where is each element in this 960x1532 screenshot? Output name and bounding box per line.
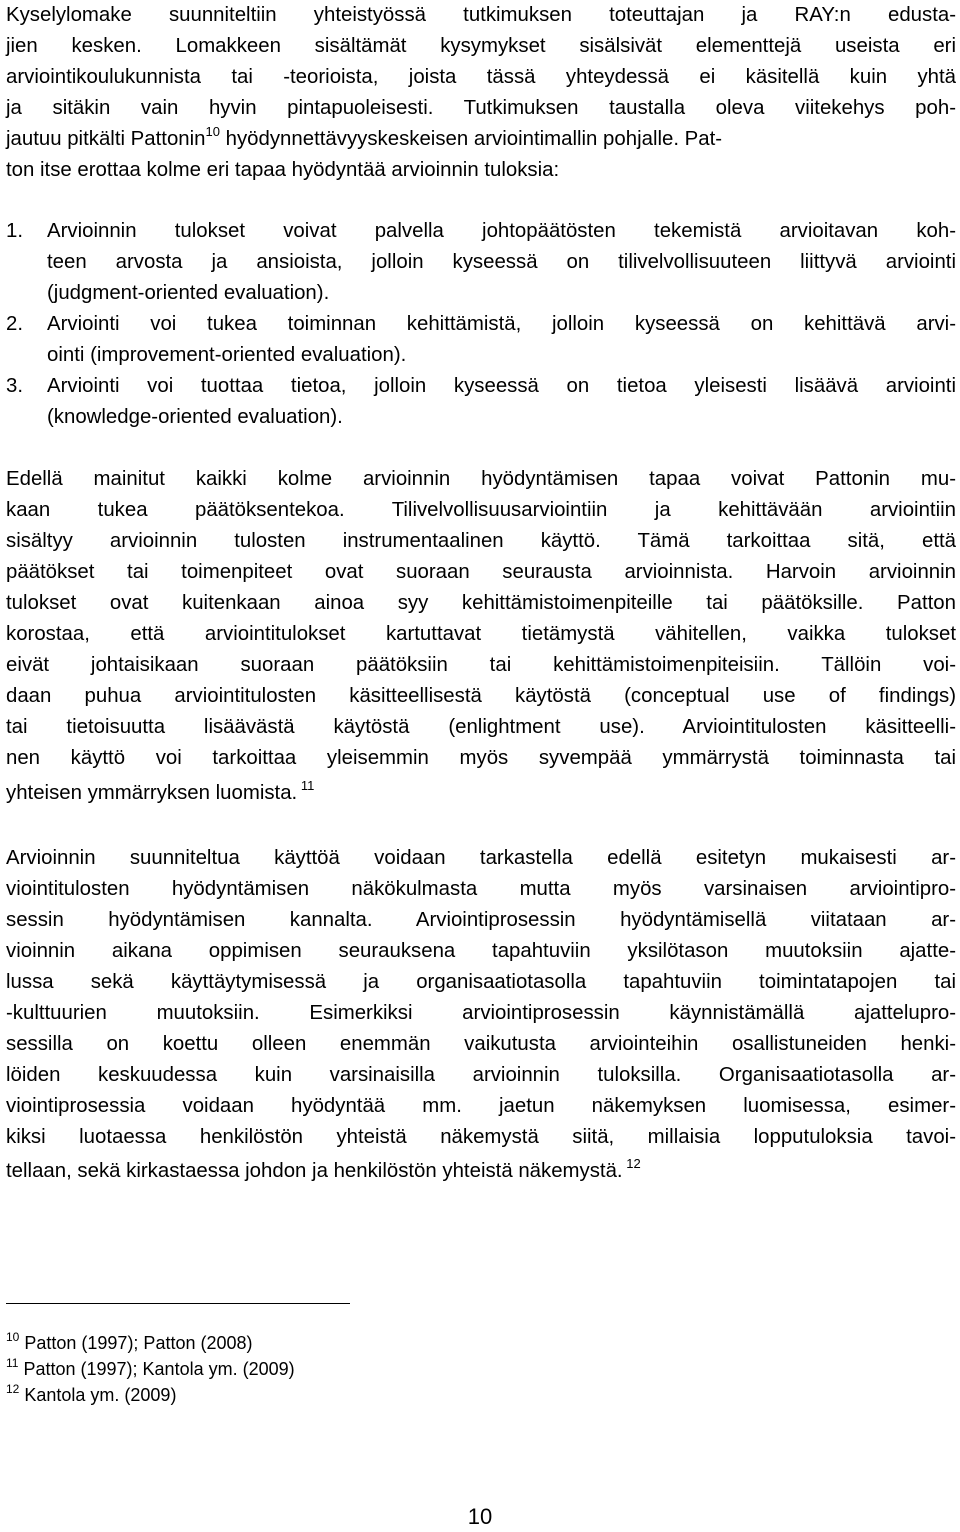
- text-line: tai tietoisuutta lisäävästä käytöstä (enlightment use). Arviointitulosten käsitteelli-: [6, 716, 956, 738]
- footnote-ref: 10: [205, 124, 220, 139]
- footnote-number: 11: [6, 1356, 19, 1370]
- text-line: eivät johtaisikaan suoraan päätöksiin tai kehittämistoimenpiteisiin. Tällöin voi-: [6, 654, 956, 676]
- text-line: kiksi luotaessa henkilöstön yhteistä näkemystä siitä, millaisia lopputuloksia tavoi-: [6, 1126, 956, 1148]
- text-line: [6, 1156, 641, 1187]
- text-line: viointitulosten hyödyntämisen näkökulmasta mutta myös varsinaisen arviointipro-: [6, 878, 956, 900]
- footnote-ref: 12: [622, 1156, 641, 1171]
- text-line: ja sitäkin vain hyvin pintapuoleisesti. Tutkimuksen taustalla oleva viitekehys poh-: [6, 97, 956, 119]
- text-span: yhteisen ymmärryksen luomista.: [6, 782, 298, 804]
- text-line: tulokset ovat kuitenkaan ainoa syy kehittämistoimenpiteille tai päätöksille. Patton: [6, 592, 956, 614]
- footnote-text: Patton (1997); Kantola ym. (2009): [18, 1359, 295, 1379]
- text-line: [6, 778, 314, 809]
- footnote: [6, 1330, 253, 1356]
- text-line: nen käyttö voi tarkoittaa yleisemmin myös syvempää ymmärrystä toiminnasta tai: [6, 747, 956, 769]
- text-line: Arvioinnin suunniteltua käyttöä voidaan tarkastella edellä esitetyn mukaisesti ar-: [6, 847, 956, 869]
- footnote-text: Kantola ym. (2009): [19, 1385, 177, 1405]
- text-span: jautuu pitkälti Pattonin: [6, 128, 206, 150]
- list-item-line: Arviointi voi tukea toiminnan kehittämistä, jolloin kyseessä on kehittävä arvi-: [47, 313, 956, 335]
- footnote: [6, 1356, 295, 1382]
- footnote-text: Patton (1997); Patton (2008): [19, 1333, 253, 1353]
- text-line: -kulttuurien muutoksiin. Esimerkiksi arviointiprosessin käynnistämällä ajattelupro-: [6, 1002, 956, 1024]
- text-line: sessin hyödyntämisen kannalta. Arviointiprosessin hyödyntämisellä viitataan ar-: [6, 909, 956, 931]
- text-line: korostaa, että arviointitulokset kartuttavat tietämystä vähitellen, vaikka tulokset: [6, 623, 956, 645]
- text-line: vioinnin aikana oppimisen seurauksena tapahtuviin yksilötason muutoksiin ajatte-: [6, 940, 956, 962]
- text-line: ton itse erottaa kolme eri tapaa hyödyntää arvioinnin tuloksia:: [6, 159, 560, 181]
- text-line: sisältyy arvioinnin tulosten instrumentaalinen käyttö. Tämä tarkoittaa sitä, että: [6, 530, 956, 552]
- text-line: arviointikoulukunnista tai -teorioista, joista tässä yhteydessä ei käsitellä kuin yhtä: [6, 66, 956, 88]
- list-item-line: (knowledge-oriented evaluation).: [47, 406, 343, 428]
- text-line: [6, 124, 722, 155]
- page-number: 10: [467, 1504, 493, 1529]
- text-span: hyödynnettävyyskeskeisen arviointimallin pohjalle. Pat-: [219, 128, 723, 150]
- text-line: jien kesken. Lomakkeen sisältämät kysymykset sisälsivät elementtejä useista eri: [6, 35, 956, 57]
- list-item-line: Arvioinnin tulokset voivat palvella johtopäätösten tekemistä arvioitavan koh-: [47, 220, 956, 242]
- footnote-number: 12: [6, 1382, 20, 1396]
- list-item-line: ointi (improvement-oriented evaluation).: [47, 344, 407, 366]
- list-number: 3.: [6, 375, 24, 397]
- footnote-ref: 11: [297, 778, 315, 793]
- text-line: lussa sekä käyttäytymisessä ja organisaatiotasolla tapahtuviin toimintatapojen tai: [6, 971, 956, 993]
- footnote-number: 10: [6, 1330, 20, 1344]
- list-number: 2.: [6, 313, 24, 335]
- text-line: päätökset tai toimenpiteet ovat suoraan seurausta arvioinnista. Harvoin arvioinnin: [6, 561, 956, 583]
- text-span: tellaan, sekä kirkastaessa johdon ja henkilöstön yhteistä näkemystä.: [6, 1160, 623, 1182]
- list-item-line: teen arvosta ja ansioista, jolloin kyseessä on tilivelvollisuuteen liittyvä arviointi: [47, 251, 956, 273]
- text-line: löiden keskuudessa kuin varsinaisilla arvioinnin tuloksilla. Organisaatiotasolla ar-: [6, 1064, 956, 1086]
- text-line: Edellä mainitut kaikki kolme arvioinnin hyödyntämisen tapaa voivat Pattonin mu-: [6, 468, 956, 490]
- list-number: 1.: [6, 220, 24, 242]
- footnote: [6, 1382, 176, 1408]
- list-item-line: (judgment-oriented evaluation).: [47, 282, 330, 304]
- text-line: sessilla on koettu olleen enemmän vaikutusta arviointeihin osallistuneiden henki-: [6, 1033, 956, 1055]
- text-line: daan puhua arviointitulosten käsitteellisestä käytöstä (conceptual use of findings): [6, 685, 956, 707]
- text-line: Kyselylomake suunniteltiin yhteistyössä tutkimuksen toteuttajan ja RAY:n edusta-: [6, 4, 956, 26]
- footnote-divider: [6, 1303, 350, 1304]
- list-item-line: Arviointi voi tuottaa tietoa, jolloin kyseessä on tietoa yleisesti lisäävä arviointi: [47, 375, 956, 397]
- text-line: kaan tukea päätöksentekoa. Tilivelvollisuusarviointiin ja kehittävään arviointiin: [6, 499, 956, 521]
- text-line: viointiprosessia voidaan hyödyntää mm. jaetun näkemyksen luomisessa, esimer-: [6, 1095, 956, 1117]
